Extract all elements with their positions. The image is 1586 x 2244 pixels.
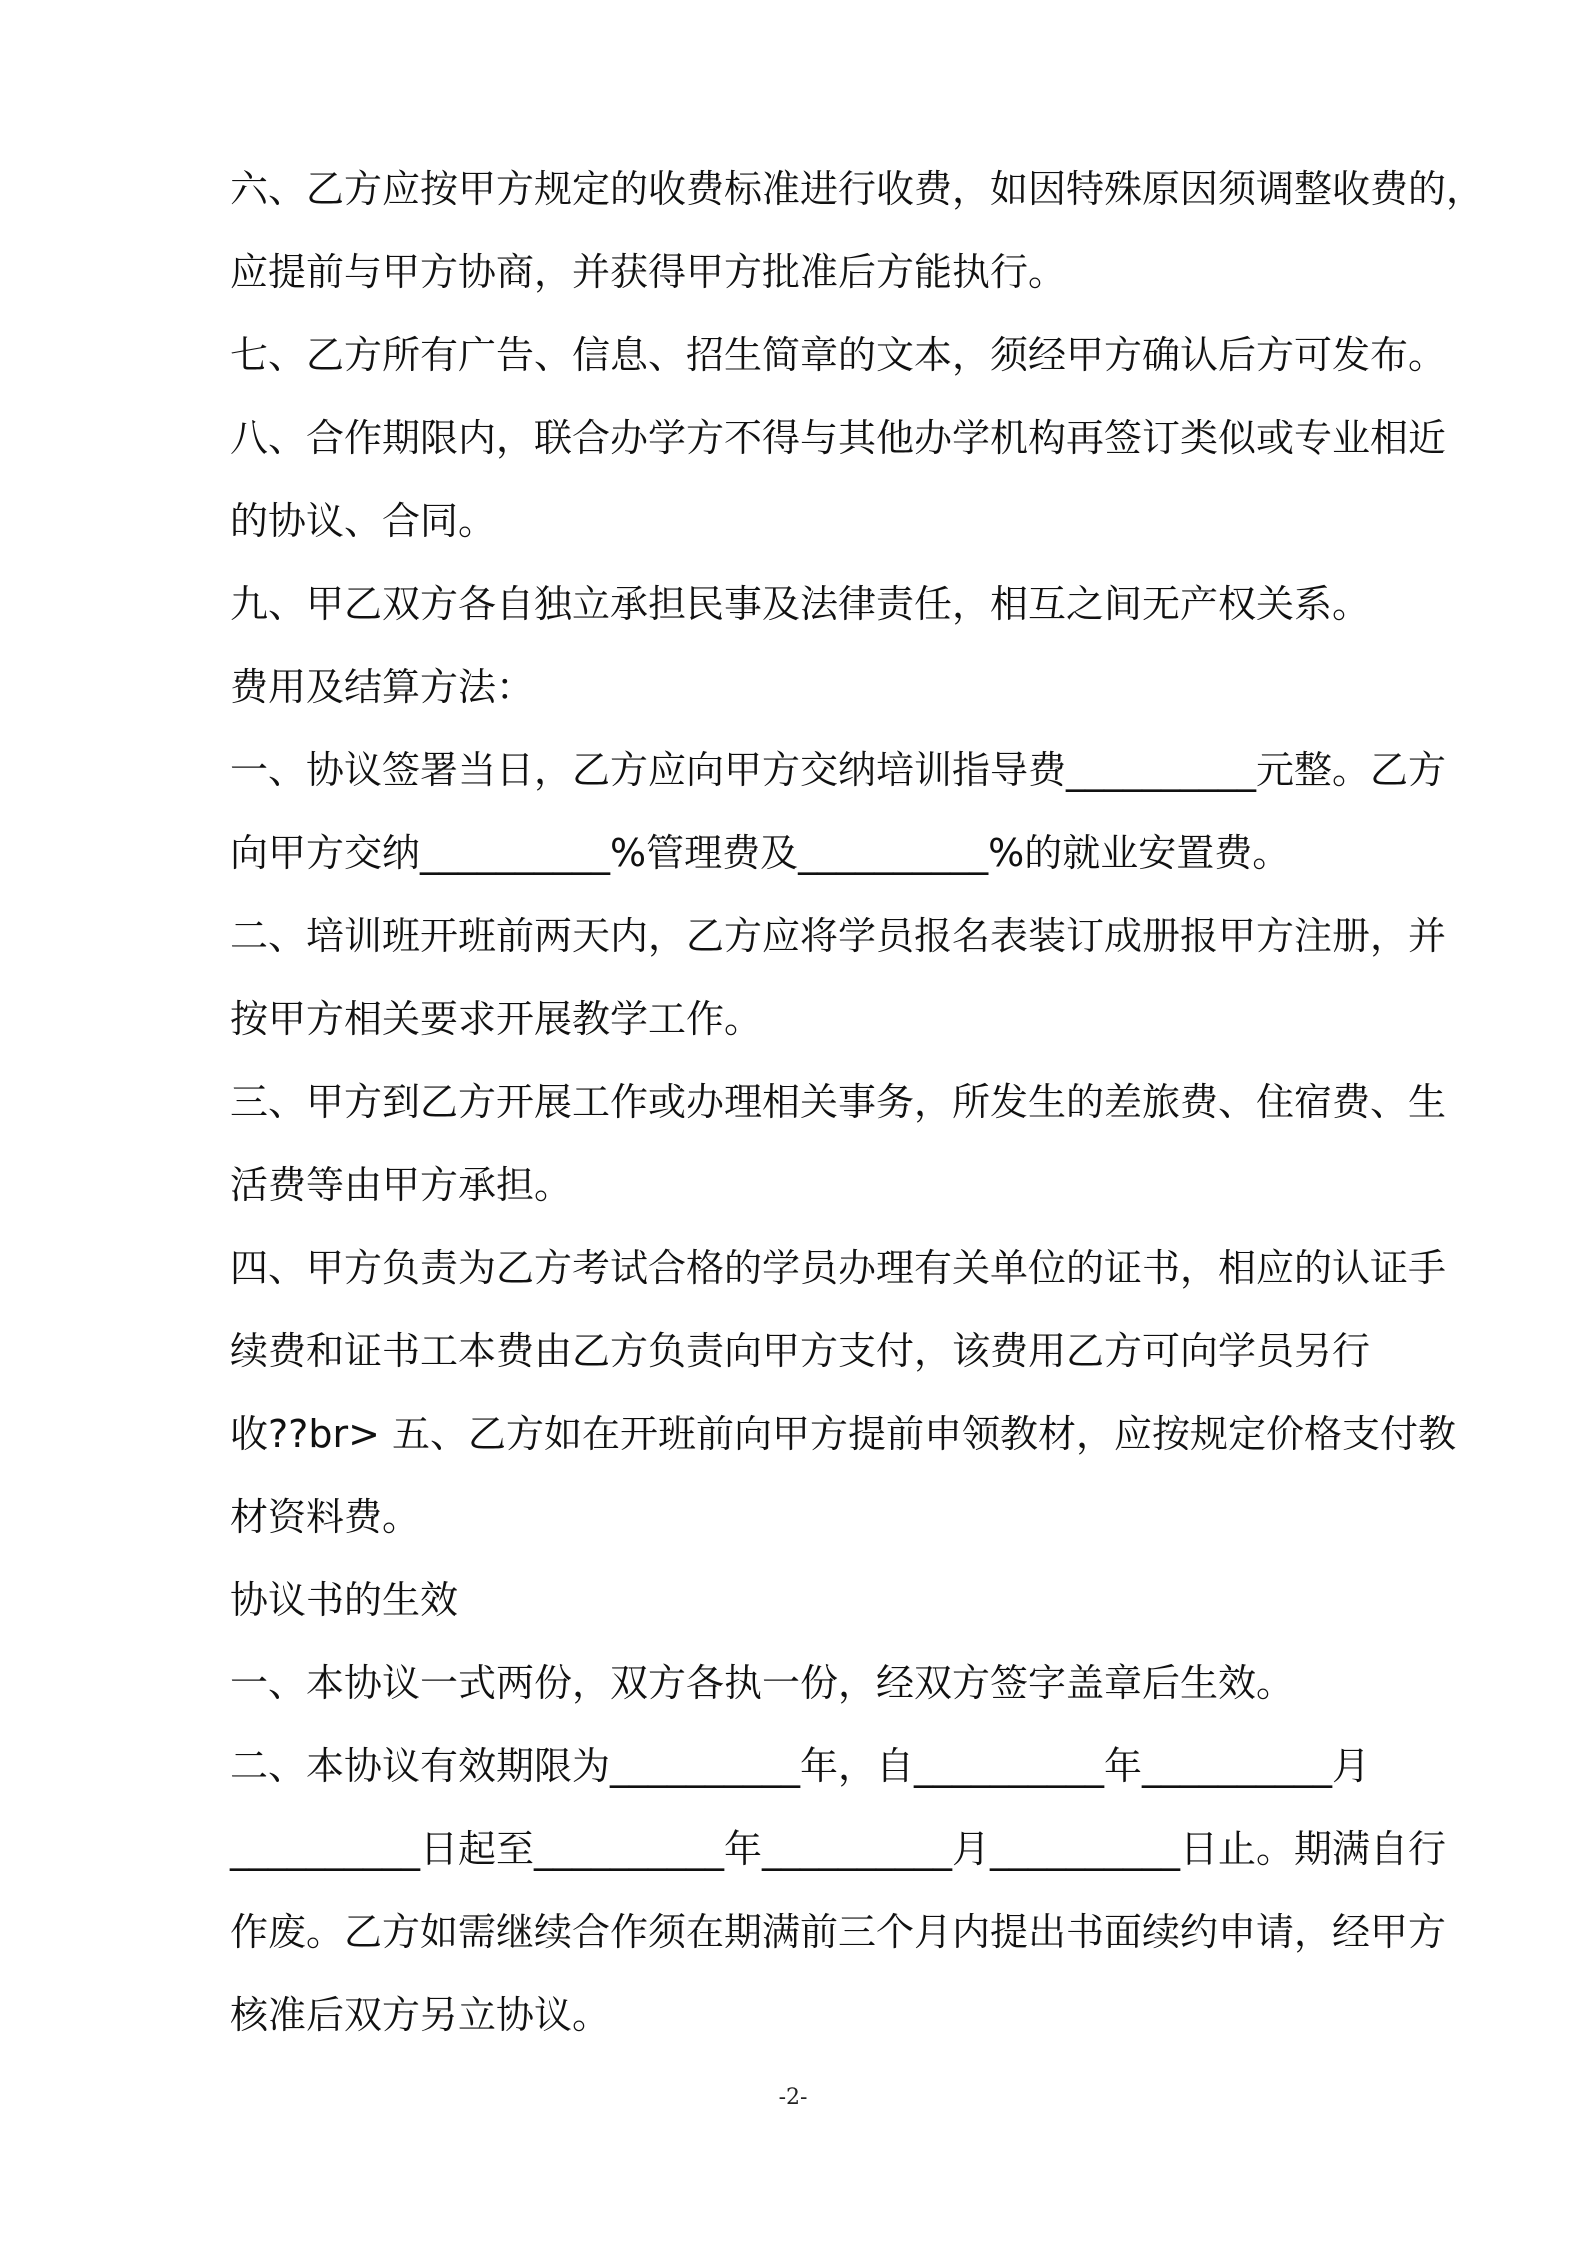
section-heading-fees: 费用及结算方法： — [230, 665, 535, 709]
fee-clause-1-line-1: 一、协议签署当日，乙方应向甲方交纳培训指导费__________元整。乙方 — [230, 748, 1447, 792]
fee-clause-1-line-2: 向甲方交纳__________%管理费及__________%的就业安置费。 — [230, 831, 1291, 875]
clause-8-line-2: 的协议、合同。 — [230, 499, 497, 543]
fee-clause-5-line-1: 收??br> 五、乙方如在开班前向甲方提前申领教材，应按规定价格支付教 — [230, 1412, 1457, 1456]
clause-9: 九、甲乙双方各自独立承担民事及法律责任，相互之间无产权关系。 — [230, 582, 1371, 626]
clause-8-line-1: 八、合作期限内，联合办学方不得与其他办学机构再签订类似或专业相近 — [230, 416, 1447, 460]
fee-clause-2-line-1: 二、培训班开班前两天内，乙方应将学员报名表装订成册报甲方注册，并 — [230, 914, 1447, 958]
fee-clause-3-line-2: 活费等由甲方承担。 — [230, 1163, 573, 1207]
fee-clause-2-line-2: 按甲方相关要求开展教学工作。 — [230, 997, 763, 1041]
fee-clause-4-line-1: 四、甲方负责为乙方考试合格的学员办理有关单位的证书，相应的认证手 — [230, 1246, 1447, 1290]
clause-6-line-2: 应提前与甲方协商，并获得甲方批准后方能执行。 — [230, 250, 1067, 294]
effect-clause-2-line-4: 核准后双方另立协议。 — [230, 1993, 611, 2037]
clause-7: 七、乙方所有广告、信息、招生简章的文本，须经甲方确认后方可发布。 — [230, 333, 1447, 377]
document-body — [230, 148, 1485, 2057]
effect-clause-2-line-1: 二、本协议有效期限为__________年，自__________年__________月 — [230, 1744, 1371, 1788]
fee-clause-4-line-2: 续费和证书工本费由乙方负责向甲方支付，该费用乙方可向学员另行 — [230, 1329, 1371, 1373]
effect-clause-2-line-3: 作废。乙方如需继续合作须在期满前三个月内提出书面续约申请，经甲方 — [230, 1910, 1447, 1954]
effect-clause-1: 一、本协议一式两份，双方各执一份，经双方签字盖章后生效。 — [230, 1661, 1295, 1705]
clause-6-line-1: 六、乙方应按甲方规定的收费标准进行收费，如因特殊原因须调整收费的， — [230, 167, 1485, 211]
page-number: -2- — [778, 2085, 808, 2110]
fee-clause-5-line-2: 材资料费。 — [230, 1495, 421, 1539]
fee-clause-3-line-1: 三、甲方到乙方开展工作或办理相关事务，所发生的差旅费、住宿费、生 — [230, 1080, 1447, 1124]
effect-clause-2-line-2: __________日起至__________年__________月__________日止。期满自行 — [230, 1827, 1447, 1871]
section-heading-effect: 协议书的生效 — [230, 1578, 459, 1622]
